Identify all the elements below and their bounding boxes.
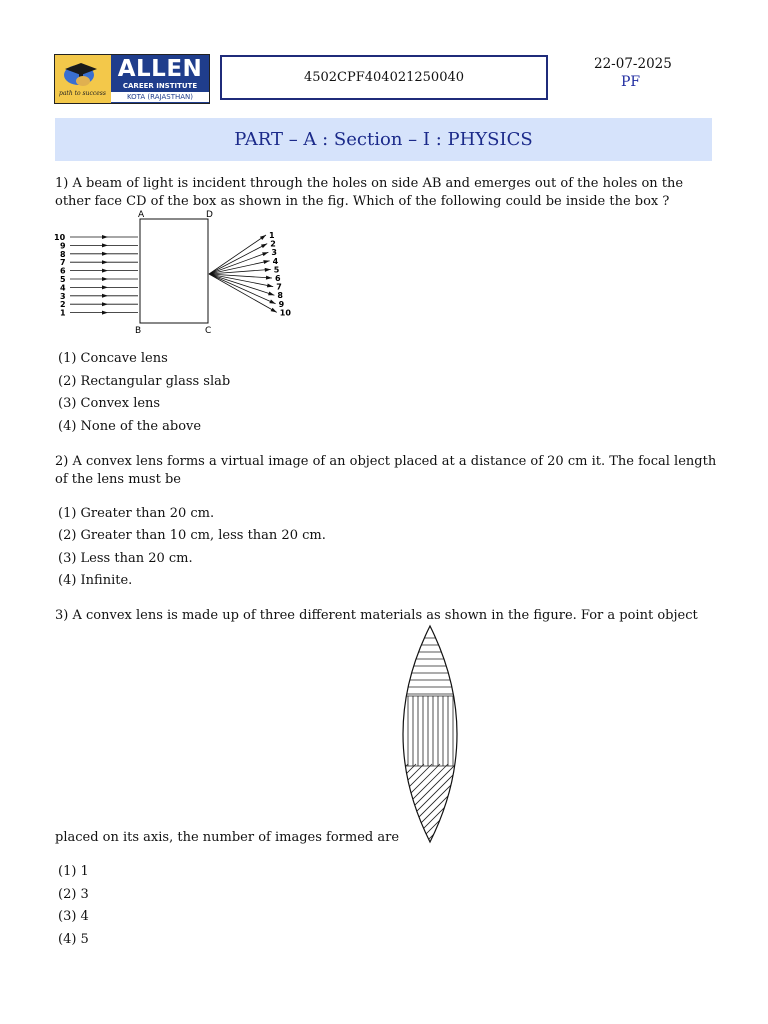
emergent-ray [209, 274, 277, 312]
logo-emblem [55, 55, 111, 103]
q1-option-4[interactable]: (4) None of the above [58, 419, 202, 434]
ray-label: 4 [272, 256, 279, 266]
arrowhead [102, 294, 108, 298]
ray-label: 10 [54, 233, 66, 242]
exam-date: 22-07-2025 [594, 56, 672, 72]
arrowhead [269, 300, 275, 304]
lens-hatching [392, 638, 472, 844]
ray-label: 5 [273, 265, 280, 275]
q2-option-1[interactable]: (1) Greater than 20 cm. [58, 506, 215, 521]
allen-logo [54, 54, 210, 104]
ray-label: 10 [279, 308, 291, 318]
composite-lens-figure [392, 624, 472, 846]
ray-label: 4 [60, 283, 66, 293]
paper-code: 4502CPF404021250040 [303, 70, 465, 85]
arrowhead [102, 277, 108, 281]
arrowhead [102, 235, 108, 239]
q3-option-3[interactable]: (3) 4 [58, 909, 89, 924]
ray-label: 9 [60, 241, 66, 251]
logo-brand: ALLEN [117, 56, 203, 82]
arrowhead [263, 260, 269, 264]
arrowhead [271, 308, 277, 313]
ray-label: 2 [270, 239, 276, 249]
arrowhead [260, 235, 266, 240]
arrowhead [102, 311, 108, 315]
ray-label: 3 [60, 291, 66, 301]
ray-label: 9 [278, 299, 285, 309]
lens-outline [403, 626, 457, 842]
logo-location: KOTA (RAJASTHAN) [111, 92, 209, 102]
ray-label: 7 [60, 258, 66, 268]
question-3-text: 3) A convex lens is made up of three different materials as shown in the figure. For a point object [55, 608, 698, 623]
section-title-bar [55, 118, 712, 161]
ray-label: 1 [269, 231, 275, 240]
corner-label-a: A [138, 210, 145, 220]
q2-option-3[interactable]: (3) Less than 20 cm. [58, 551, 193, 566]
incident-rays [54, 233, 138, 318]
logo-text-block [111, 55, 209, 103]
ray-label: 8 [60, 249, 66, 259]
emergent-ray [209, 244, 267, 274]
ray-label: 6 [275, 274, 281, 283]
arrowhead [102, 252, 108, 256]
corner-label-c: C [205, 326, 212, 336]
corner-label-d: D [206, 210, 213, 220]
arrowhead [102, 260, 108, 264]
q3-option-1[interactable]: (1) 1 [58, 864, 89, 879]
ray-label: 2 [60, 300, 66, 310]
ray-label: 3 [271, 248, 277, 258]
q1-option-3[interactable]: (3) Convex lens [58, 396, 161, 411]
arrowhead [102, 269, 108, 273]
question-2-text: 2) A convex lens forms a virtual image of an object placed at a distance of 20 cm it. The focal length of the lens must be [55, 454, 717, 487]
q2-option-4[interactable]: (4) Infinite. [58, 573, 133, 588]
question-1-text: 1) A beam of light is incident through the holes on side AB and emerges out of the holes on the other face CD of the box as shown in the fig. Which of the following could be inside the box ? [55, 176, 684, 209]
logo-tagline: path to success [59, 90, 106, 97]
ray-label: 1 [60, 308, 66, 318]
arrowhead [261, 244, 267, 249]
ray-label: 8 [277, 291, 283, 301]
ray-label: 5 [60, 275, 66, 284]
q3-option-2[interactable]: (2) 3 [58, 887, 89, 902]
logo-subtitle: CAREER INSTITUTE [122, 82, 198, 90]
q1-option-1[interactable]: (1) Concave lens [58, 351, 168, 366]
q1-option-2[interactable]: (2) Rectangular glass slab [58, 374, 231, 389]
arrowhead [102, 285, 108, 289]
box-diagram [140, 219, 208, 323]
question-1-figure [52, 207, 292, 337]
section-title: PART – A : Section – I : PHYSICS [234, 129, 533, 150]
q3-option-4[interactable]: (4) 5 [58, 932, 89, 947]
emergent-rays [209, 231, 291, 317]
corner-label-b: B [135, 326, 142, 336]
arrowhead [262, 252, 268, 256]
arrowhead [268, 291, 274, 295]
paper-type: PF [621, 74, 641, 90]
q2-option-2[interactable]: (2) Greater than 10 cm, less than 20 cm. [58, 528, 326, 543]
paper-code-box [220, 55, 548, 100]
ray-label: 7 [276, 282, 282, 292]
emergent-ray [209, 274, 276, 304]
arrowhead [102, 243, 108, 247]
ray-label: 6 [60, 266, 66, 276]
question-3-text-continued: placed on its axis, the number of images formed are [55, 830, 400, 845]
arrowhead [102, 302, 108, 306]
